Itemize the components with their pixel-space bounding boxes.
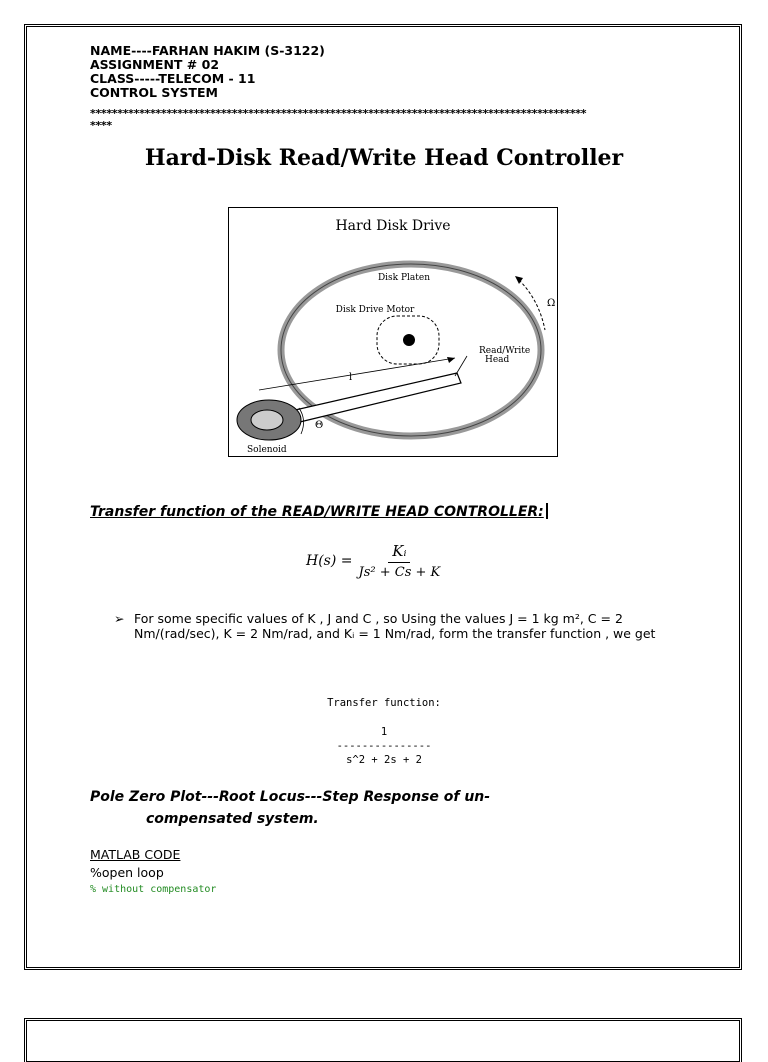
head-leader-line [455,356,467,376]
spindle [403,334,415,346]
equation-numerator: Kᵢ [388,542,410,563]
matlab-output-numerator: 1 [380,726,388,738]
student-header [90,44,325,100]
transfer-function-heading [90,503,548,520]
text-cursor [546,503,548,519]
page-title: Hard-Disk Read/Write Head Controller [144,145,624,171]
label-read-write: Read/Write [479,346,531,356]
hard-disk-figure [228,207,558,457]
label-solenoid: Solenoid [247,445,287,455]
code-line-open-loop: %open loop [90,865,164,880]
transfer-function-equation [306,542,440,580]
pole-zero-heading [90,786,490,830]
equation-lhs: H(s) = [306,553,353,569]
matlab-code-label: MATLAB CODE [90,847,181,862]
matlab-output-divider: --------------- [336,740,432,752]
label-length: l [349,372,353,383]
equation-denominator: Js² + Cs + K [358,565,441,580]
label-omega: Ω [547,298,556,309]
parameter-bullet [114,611,674,641]
pole-zero-heading-line2: compensated system. [146,811,319,827]
equation-fraction [359,542,441,580]
matlab-output-label: Transfer function: [327,697,441,709]
pole-zero-heading-line1: Pole Zero Plot---Root Locus---Step Response of un- [90,789,491,805]
solenoid-core [251,410,283,430]
assignment-number: ASSIGNMENT # 02 [90,57,220,72]
bullet-arrow-icon: ➢ [114,611,125,626]
rotation-arrowhead [515,276,523,284]
class-info: CLASS-----TELECOM - 11 [90,71,256,86]
star-line-2: **** [90,119,112,132]
next-page-border [26,1020,740,1062]
student-name: NAME----FARHAN HAKIM (S-3122) [90,43,325,58]
star-line-1: ******************************************************************************************* [90,107,587,120]
transfer-function-heading-text: Transfer function of the READ/WRITE HEAD CONTROLLER: [90,504,544,520]
label-theta: Θ [315,420,324,431]
subject: CONTROL SYSTEM [90,85,218,100]
label-disk-drive-motor: Disk Drive Motor [335,305,415,315]
star-divider [90,108,680,132]
matlab-output-denominator: s^2 + 2s + 2 [346,754,422,766]
bullet-text: For some specific values of K , J and C , so Using the values J = 1 kg m², C = 2 Nm/(rad/sec), K = 2 Nm/rad, and Kᵢ = 1 Nm/rad, form the transfer function , we get [134,611,656,641]
label-disk-platen: Disk Platen [377,273,431,283]
code-line-comment: % without compensator [90,884,217,895]
label-head: Head [485,355,510,365]
figure-title: Hard Disk Drive [335,218,451,234]
length-arrowhead [447,357,455,363]
hard-disk-diagram [229,208,557,456]
